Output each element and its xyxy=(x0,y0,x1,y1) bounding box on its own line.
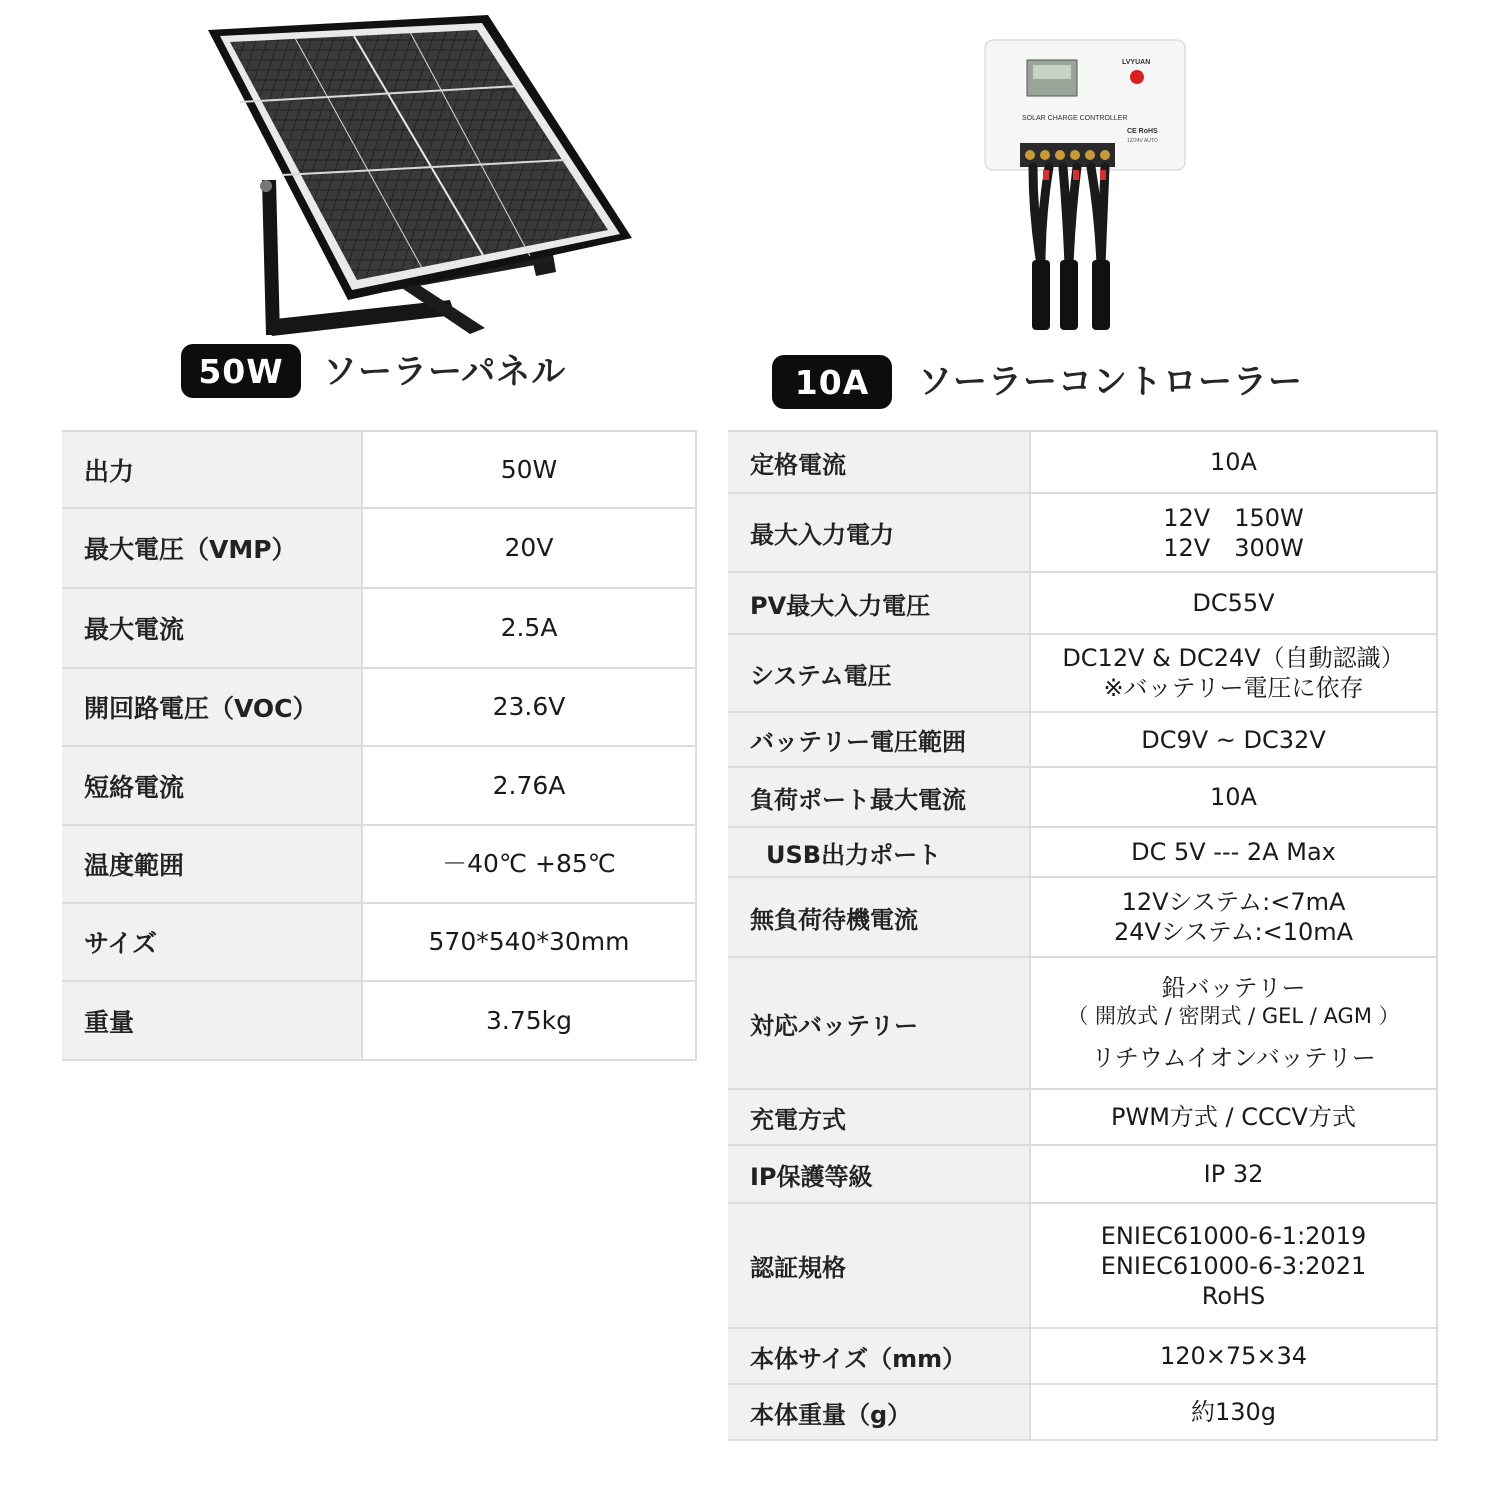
spec-value: PWM方式 / CCCV方式 xyxy=(1030,1089,1437,1145)
spec-value-line: 鉛バッテリー xyxy=(1161,973,1306,1002)
spec-value-line: （ 開放式 / 密閉式 / GEL / AGM ） xyxy=(1067,1003,1400,1028)
spec-value xyxy=(1030,634,1437,712)
solar-panel-title: ソーラーパネル xyxy=(323,351,567,392)
voltage-label: 12/24V AUTO xyxy=(1127,138,1158,144)
spec-row-body-size xyxy=(728,1328,1437,1384)
spec-label: 無負荷待機電流 xyxy=(728,877,1030,957)
spec-value: 120×75×34 xyxy=(1030,1328,1437,1384)
spec-value: 3.75kg xyxy=(362,981,696,1060)
spec-row-rated-current xyxy=(728,431,1437,493)
spec-label: IP保護等級 xyxy=(728,1145,1030,1203)
spec-label: 最大電流 xyxy=(62,588,362,668)
spec-label: バッテリー電圧範囲 xyxy=(728,712,1030,767)
spec-value-line: ※バッテリー電圧に依存 xyxy=(1103,674,1364,702)
spec-row-load-port-current xyxy=(728,767,1437,827)
controller-heading xyxy=(772,355,1303,409)
spec-value-line: DC12V & DC24V（自動認識） xyxy=(1062,644,1405,672)
spec-label: 対応バッテリー xyxy=(728,957,1030,1089)
spec-label: 短絡電流 xyxy=(62,746,362,825)
spec-row-temperature xyxy=(62,825,696,903)
spec-label: 充電方式 xyxy=(728,1089,1030,1145)
current-badge: 10A xyxy=(772,355,892,409)
spec-value: DC 5V --- 2A Max xyxy=(1030,827,1437,877)
spec-value: 20V xyxy=(362,508,696,588)
spec-row-weight xyxy=(62,981,696,1060)
solar-panel-image xyxy=(200,10,640,340)
spec-value: 2.76A xyxy=(362,746,696,825)
spec-row-short-circuit xyxy=(62,746,696,825)
spec-row-battery-voltage-range xyxy=(728,712,1437,767)
charge-controller-image xyxy=(975,35,1200,345)
spec-value-line: 12Vシステム:<7mA xyxy=(1121,888,1346,916)
controller-spec-table xyxy=(728,430,1438,1441)
spec-label: 定格電流 xyxy=(728,431,1030,493)
spec-value-line: 12V 150W xyxy=(1163,503,1304,532)
spec-label: 本体重量（g） xyxy=(728,1384,1030,1440)
spec-value: －40℃ +85℃ xyxy=(362,825,696,903)
spec-label: 負荷ポート最大電流 xyxy=(728,767,1030,827)
spec-label: 温度範囲 xyxy=(62,825,362,903)
spec-row-body-weight xyxy=(728,1384,1437,1440)
wattage-badge: 50W xyxy=(181,344,301,398)
spec-value: DC9V ~ DC32V xyxy=(1030,712,1437,767)
controller-title: ソーラーコントローラー xyxy=(918,361,1303,402)
spec-value: 10A xyxy=(1030,431,1437,493)
spec-value: 570*540*30mm xyxy=(362,903,696,981)
solar-panel-spec-table xyxy=(62,430,697,1061)
spec-value-line: 12V 300W xyxy=(1163,533,1304,562)
spec-label: PV最大入力電圧 xyxy=(728,572,1030,634)
spec-value-line: ENIEC61000-6-1:2019 xyxy=(1100,1221,1367,1250)
spec-label: 最大入力電力 xyxy=(728,493,1030,572)
spec-value-line: ENIEC61000-6-3:2021 xyxy=(1100,1251,1367,1280)
spec-row-system-voltage xyxy=(728,634,1437,712)
spec-row-vmp xyxy=(62,508,696,588)
brand-text: LVYUAN xyxy=(1122,59,1151,66)
spec-row-size xyxy=(62,903,696,981)
spec-value: 50W xyxy=(362,431,696,508)
spec-value xyxy=(1030,493,1437,572)
spec-label: システム電圧 xyxy=(728,634,1030,712)
spec-value xyxy=(1030,957,1437,1089)
spec-value: 約130g xyxy=(1030,1384,1437,1440)
spec-value xyxy=(1030,1203,1437,1328)
spec-value xyxy=(1030,877,1437,957)
spec-label: 認証規格 xyxy=(728,1203,1030,1328)
spec-row-supported-battery xyxy=(728,957,1437,1089)
spec-row-standby-current xyxy=(728,877,1437,957)
spec-value: 10A xyxy=(1030,767,1437,827)
spec-label: 開回路電圧（VOC） xyxy=(62,668,362,746)
spec-value: 23.6V xyxy=(362,668,696,746)
spec-value-line: 24Vシステム:<10mA xyxy=(1113,918,1354,946)
spec-row-charge-method xyxy=(728,1089,1437,1145)
spec-value-line: RoHS xyxy=(1201,1281,1266,1310)
spec-row-max-current xyxy=(62,588,696,668)
spec-label: 本体サイズ（mm） xyxy=(728,1328,1030,1384)
controller-label-text: SOLAR CHARGE CONTROLLER xyxy=(1022,115,1128,122)
spec-label: 出力 xyxy=(62,431,362,508)
spec-row-max-input-power xyxy=(728,493,1437,572)
spec-label: サイズ xyxy=(62,903,362,981)
ce-rohs-mark: CE RoHS xyxy=(1127,128,1158,135)
spec-value: 2.5A xyxy=(362,588,696,668)
solar-panel-heading xyxy=(181,344,566,398)
spec-value: DC55V xyxy=(1030,572,1437,634)
spec-row-usb-output xyxy=(728,827,1437,877)
spec-row-voc xyxy=(62,668,696,746)
spec-row-certification xyxy=(728,1203,1437,1328)
spec-row-output xyxy=(62,431,696,508)
spec-label: USB出力ポート xyxy=(728,827,1030,877)
spec-label: 重量 xyxy=(62,981,362,1060)
spec-value-line: リチウムイオンバッテリー xyxy=(1091,1044,1376,1073)
spec-row-pv-max-voltage xyxy=(728,572,1437,634)
spec-value: IP 32 xyxy=(1030,1145,1437,1203)
spec-label: 最大電圧（VMP） xyxy=(62,508,362,588)
spec-row-ip-rating xyxy=(728,1145,1437,1203)
